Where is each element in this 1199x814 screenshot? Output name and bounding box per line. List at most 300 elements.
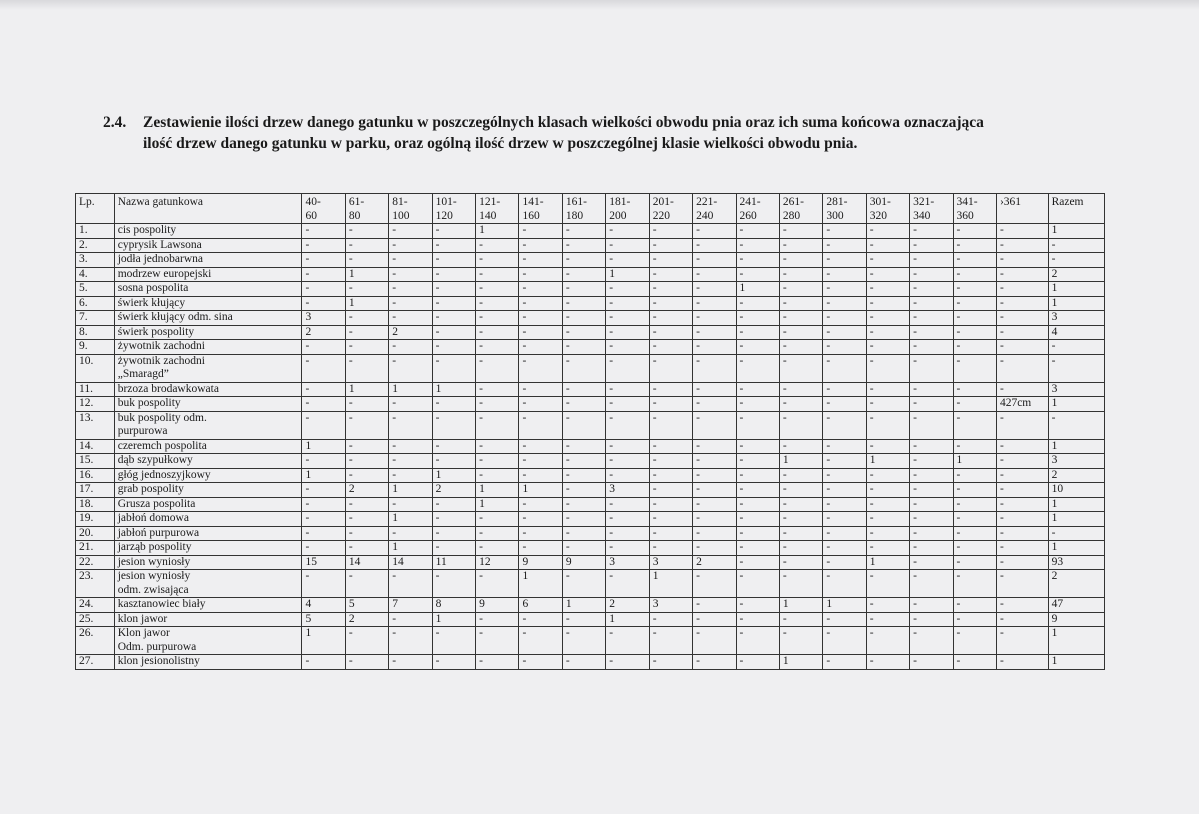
count-cell: 1 (389, 382, 432, 397)
count-cell: - (345, 526, 388, 541)
count-cell: - (996, 454, 1048, 469)
count-cell: - (562, 354, 605, 382)
count-cell: - (910, 512, 953, 527)
section-heading (103, 112, 1103, 154)
count-cell: 1 (1048, 655, 1104, 670)
count-cell: 11 (432, 555, 475, 570)
count-cell: 1 (476, 224, 519, 239)
count-cell: 15 (302, 555, 345, 570)
count-cell: - (519, 311, 562, 326)
count-cell: 6 (519, 598, 562, 613)
table-row (76, 512, 1105, 527)
count-cell: - (779, 483, 822, 498)
count-cell: 10 (1048, 483, 1104, 498)
count-cell: - (345, 439, 388, 454)
count-cell: - (432, 354, 475, 382)
count-cell: 9 (562, 555, 605, 570)
count-cell: - (823, 253, 866, 268)
count-cell: - (345, 541, 388, 556)
count-cell: - (866, 382, 909, 397)
count-cell: - (736, 468, 779, 483)
count-cell: 2 (302, 325, 345, 340)
count-cell: - (432, 526, 475, 541)
count-cell: 1 (519, 570, 562, 598)
count-cell: - (476, 512, 519, 527)
count-cell: - (649, 282, 692, 297)
count-cell: - (779, 411, 822, 439)
count-cell: 9 (1048, 612, 1104, 627)
count-cell: - (910, 282, 953, 297)
count-cell: - (649, 497, 692, 512)
count-cell: - (389, 411, 432, 439)
count-cell: - (866, 612, 909, 627)
count-cell: - (693, 612, 736, 627)
count-cell: - (693, 439, 736, 454)
count-cell: - (953, 555, 996, 570)
count-cell: - (910, 411, 953, 439)
count-cell: - (302, 238, 345, 253)
count-cell: - (996, 224, 1048, 239)
count-cell: - (302, 512, 345, 527)
count-cell: 1 (779, 655, 822, 670)
count-cell: - (562, 382, 605, 397)
count-cell: - (953, 267, 996, 282)
count-cell: - (823, 397, 866, 412)
species-name-cell: kasztanowiec biały (114, 598, 302, 613)
count-cell: - (736, 340, 779, 355)
count-cell: - (953, 325, 996, 340)
table-row (76, 497, 1105, 512)
count-cell: - (606, 468, 649, 483)
table-row (76, 253, 1105, 268)
table-row (76, 296, 1105, 311)
count-cell: - (779, 382, 822, 397)
count-cell: 1 (1048, 224, 1104, 239)
count-cell: - (823, 570, 866, 598)
count-cell: 2 (606, 598, 649, 613)
count-cell: - (476, 468, 519, 483)
count-cell: - (649, 454, 692, 469)
count-cell: - (910, 570, 953, 598)
count-cell: 47 (1048, 598, 1104, 613)
count-cell: 1 (1048, 512, 1104, 527)
count-cell: 1 (1048, 282, 1104, 297)
species-name-cell: świerk kłujący odm. sina (114, 311, 302, 326)
count-cell: - (910, 627, 953, 655)
species-name-cell: grab pospolity (114, 483, 302, 498)
count-cell: - (736, 267, 779, 282)
count-cell: - (996, 253, 1048, 268)
table-row (76, 555, 1105, 570)
count-cell: - (302, 224, 345, 239)
count-cell: - (302, 454, 345, 469)
row-number-cell: 10. (76, 354, 115, 382)
row-number-cell: 11. (76, 382, 115, 397)
count-cell: - (779, 238, 822, 253)
table-row (76, 468, 1105, 483)
table-row (76, 340, 1105, 355)
count-cell: - (476, 397, 519, 412)
count-cell: - (519, 497, 562, 512)
count-cell: - (996, 468, 1048, 483)
count-cell: 3 (649, 598, 692, 613)
count-cell: - (736, 224, 779, 239)
count-cell: - (823, 483, 866, 498)
count-cell: - (693, 483, 736, 498)
count-cell: - (345, 354, 388, 382)
count-cell: - (389, 397, 432, 412)
count-cell: - (389, 655, 432, 670)
count-cell: - (823, 411, 866, 439)
species-name-cell: klon jesionolistny (114, 655, 302, 670)
column-header: 241- 260 (736, 194, 779, 224)
count-cell: - (606, 311, 649, 326)
count-cell: - (823, 282, 866, 297)
count-cell: - (736, 253, 779, 268)
count-cell: 1 (302, 627, 345, 655)
count-cell: 4 (302, 598, 345, 613)
count-cell: 2 (345, 612, 388, 627)
count-cell: - (649, 526, 692, 541)
species-name-cell: sosna pospolita (114, 282, 302, 297)
species-name-cell: brzoza brodawkowata (114, 382, 302, 397)
count-cell: - (345, 253, 388, 268)
count-cell: - (693, 655, 736, 670)
count-cell: - (432, 411, 475, 439)
count-cell: - (823, 354, 866, 382)
row-number-cell: 25. (76, 612, 115, 627)
count-cell: - (823, 267, 866, 282)
count-cell: - (519, 454, 562, 469)
count-cell: - (476, 296, 519, 311)
count-cell: - (562, 224, 605, 239)
table-row (76, 224, 1105, 239)
count-cell: - (389, 224, 432, 239)
count-cell: - (476, 655, 519, 670)
column-header: 121- 140 (476, 194, 519, 224)
heading-line-1: Zestawienie ilości drzew danego gatunku w poszczególnych klasach wielkości obwodu pnia oraz ich suma końcowa oznaczająca (143, 114, 984, 131)
count-cell: 4 (1048, 325, 1104, 340)
count-cell: - (606, 627, 649, 655)
species-name-cell: buk pospolity odm. purpurowa (114, 411, 302, 439)
count-cell: 1 (649, 570, 692, 598)
count-cell: - (736, 296, 779, 311)
count-cell: - (779, 397, 822, 412)
count-cell: - (910, 224, 953, 239)
count-cell: - (996, 483, 1048, 498)
count-cell: - (953, 311, 996, 326)
count-cell: - (432, 224, 475, 239)
count-cell: - (649, 267, 692, 282)
count-cell: - (866, 296, 909, 311)
table-row (76, 267, 1105, 282)
column-header: 281- 300 (823, 194, 866, 224)
count-cell: - (953, 526, 996, 541)
count-cell: 93 (1048, 555, 1104, 570)
count-cell: - (953, 627, 996, 655)
count-cell: - (910, 555, 953, 570)
count-cell: - (302, 382, 345, 397)
count-cell: - (606, 296, 649, 311)
species-name-cell: głóg jednoszyjkowy (114, 468, 302, 483)
species-name-cell: Klon jawor Odm. purpurowa (114, 627, 302, 655)
count-cell: 1 (1048, 627, 1104, 655)
count-cell: - (519, 627, 562, 655)
count-cell: - (866, 397, 909, 412)
table-row (76, 311, 1105, 326)
count-cell: - (345, 325, 388, 340)
count-cell: - (432, 512, 475, 527)
count-cell: - (910, 354, 953, 382)
count-cell: - (910, 483, 953, 498)
column-header: 221- 240 (693, 194, 736, 224)
count-cell: - (649, 655, 692, 670)
count-cell: - (693, 411, 736, 439)
count-cell: - (953, 382, 996, 397)
count-cell: - (823, 340, 866, 355)
count-cell: - (953, 541, 996, 556)
count-cell: 5 (345, 598, 388, 613)
count-cell: - (432, 238, 475, 253)
count-cell: - (432, 570, 475, 598)
count-cell: - (866, 282, 909, 297)
column-header: 341- 360 (953, 194, 996, 224)
count-cell: - (519, 282, 562, 297)
column-header: ›361 (996, 194, 1048, 224)
count-cell: - (649, 541, 692, 556)
count-cell: - (953, 282, 996, 297)
count-cell: - (996, 541, 1048, 556)
count-cell: - (606, 340, 649, 355)
count-cell: - (389, 497, 432, 512)
count-cell: - (953, 570, 996, 598)
count-cell: 1 (953, 454, 996, 469)
count-cell: - (910, 454, 953, 469)
count-cell: - (736, 411, 779, 439)
count-cell: - (519, 253, 562, 268)
column-header: 40- 60 (302, 194, 345, 224)
count-cell: - (649, 296, 692, 311)
count-cell: - (432, 253, 475, 268)
count-cell: - (649, 483, 692, 498)
count-cell: - (389, 354, 432, 382)
count-cell: - (476, 354, 519, 382)
count-cell: - (823, 224, 866, 239)
count-cell: - (649, 439, 692, 454)
count-cell: - (996, 282, 1048, 297)
count-cell: - (823, 439, 866, 454)
count-cell: - (693, 627, 736, 655)
count-cell: - (866, 411, 909, 439)
count-cell: - (519, 382, 562, 397)
count-cell: - (345, 627, 388, 655)
count-cell: - (736, 541, 779, 556)
count-cell: - (519, 340, 562, 355)
species-name-cell: jabłoń purpurowa (114, 526, 302, 541)
count-cell: - (823, 497, 866, 512)
count-cell: - (823, 238, 866, 253)
column-header: 61- 80 (345, 194, 388, 224)
count-cell: - (606, 397, 649, 412)
count-cell: - (345, 454, 388, 469)
count-cell: - (953, 238, 996, 253)
count-cell: - (519, 238, 562, 253)
row-number-cell: 6. (76, 296, 115, 311)
count-cell: - (302, 397, 345, 412)
count-cell: - (606, 439, 649, 454)
count-cell: 1 (432, 382, 475, 397)
count-cell: - (736, 512, 779, 527)
count-cell: - (779, 468, 822, 483)
count-cell: - (996, 296, 1048, 311)
row-number-cell: 24. (76, 598, 115, 613)
column-header: 201- 220 (649, 194, 692, 224)
count-cell: - (1048, 526, 1104, 541)
count-cell: - (996, 612, 1048, 627)
count-cell: - (476, 325, 519, 340)
count-cell: - (519, 612, 562, 627)
count-cell: - (649, 253, 692, 268)
count-cell: - (693, 238, 736, 253)
row-number-cell: 12. (76, 397, 115, 412)
count-cell: - (866, 655, 909, 670)
page-top-edge (0, 0, 1199, 10)
count-cell: - (779, 267, 822, 282)
count-cell: - (693, 340, 736, 355)
column-header: 301- 320 (866, 194, 909, 224)
count-cell: - (910, 397, 953, 412)
count-cell: 2 (432, 483, 475, 498)
species-name-cell: żywotnik zachodni „Smaragd” (114, 354, 302, 382)
count-cell: - (823, 612, 866, 627)
count-cell: - (606, 282, 649, 297)
table-row (76, 570, 1105, 598)
count-cell: - (389, 282, 432, 297)
species-name-cell: jarząb pospolity (114, 541, 302, 556)
count-cell: - (432, 655, 475, 670)
count-cell: - (389, 311, 432, 326)
count-cell: 1 (736, 282, 779, 297)
count-cell: - (953, 224, 996, 239)
species-name-cell: klon jawor (114, 612, 302, 627)
count-cell: 1 (1048, 439, 1104, 454)
count-cell: - (736, 311, 779, 326)
column-header: Nazwa gatunkowa (114, 194, 302, 224)
count-cell: - (432, 541, 475, 556)
row-number-cell: 21. (76, 541, 115, 556)
count-cell: - (866, 598, 909, 613)
count-cell: - (866, 468, 909, 483)
count-cell: - (736, 570, 779, 598)
count-cell: - (736, 526, 779, 541)
count-cell: 3 (606, 555, 649, 570)
table-row (76, 627, 1105, 655)
count-cell: - (779, 340, 822, 355)
count-cell: - (649, 224, 692, 239)
count-cell: - (606, 238, 649, 253)
count-cell: - (953, 296, 996, 311)
count-cell: - (606, 512, 649, 527)
count-cell: - (562, 411, 605, 439)
count-cell: 1 (389, 541, 432, 556)
count-cell: - (519, 325, 562, 340)
count-cell: - (432, 267, 475, 282)
count-cell: - (996, 598, 1048, 613)
count-cell: - (953, 497, 996, 512)
count-cell: - (432, 627, 475, 655)
count-cell: 1 (389, 483, 432, 498)
count-cell: - (910, 655, 953, 670)
count-cell: - (389, 340, 432, 355)
count-cell: - (476, 541, 519, 556)
count-cell: - (302, 570, 345, 598)
count-cell: - (693, 253, 736, 268)
count-cell: - (345, 655, 388, 670)
count-cell: - (823, 325, 866, 340)
count-cell: 1 (476, 483, 519, 498)
count-cell: - (649, 354, 692, 382)
count-cell: 1 (476, 497, 519, 512)
count-cell: 1 (432, 612, 475, 627)
count-cell: - (649, 627, 692, 655)
count-cell: - (910, 311, 953, 326)
count-cell: - (736, 483, 779, 498)
count-cell: 1 (302, 439, 345, 454)
count-cell: - (736, 325, 779, 340)
count-cell: 3 (1048, 454, 1104, 469)
table-row (76, 655, 1105, 670)
count-cell: 1 (389, 512, 432, 527)
count-cell: - (302, 411, 345, 439)
count-cell: - (866, 627, 909, 655)
count-cell: - (779, 497, 822, 512)
count-cell: - (996, 411, 1048, 439)
row-number-cell: 17. (76, 483, 115, 498)
count-cell: - (562, 454, 605, 469)
row-number-cell: 18. (76, 497, 115, 512)
count-cell: - (910, 468, 953, 483)
count-cell: - (606, 411, 649, 439)
count-cell: - (693, 570, 736, 598)
count-cell: - (823, 655, 866, 670)
count-cell: - (302, 526, 345, 541)
count-cell: - (996, 627, 1048, 655)
count-cell: - (519, 468, 562, 483)
count-cell: - (389, 253, 432, 268)
count-cell: - (779, 354, 822, 382)
count-cell: - (519, 439, 562, 454)
count-cell: - (562, 526, 605, 541)
row-number-cell: 9. (76, 340, 115, 355)
count-cell: - (302, 282, 345, 297)
row-number-cell: 16. (76, 468, 115, 483)
count-cell: - (866, 325, 909, 340)
count-cell: - (779, 612, 822, 627)
count-cell: - (345, 468, 388, 483)
count-cell: - (996, 311, 1048, 326)
count-cell: - (693, 311, 736, 326)
count-cell: - (432, 282, 475, 297)
section-number: 2.4. (103, 114, 127, 131)
count-cell: 1 (345, 267, 388, 282)
count-cell: 14 (345, 555, 388, 570)
count-cell: - (562, 397, 605, 412)
count-cell: - (606, 655, 649, 670)
table-row (76, 439, 1105, 454)
count-cell: - (476, 267, 519, 282)
row-number-cell: 3. (76, 253, 115, 268)
count-cell: 1 (1048, 497, 1104, 512)
